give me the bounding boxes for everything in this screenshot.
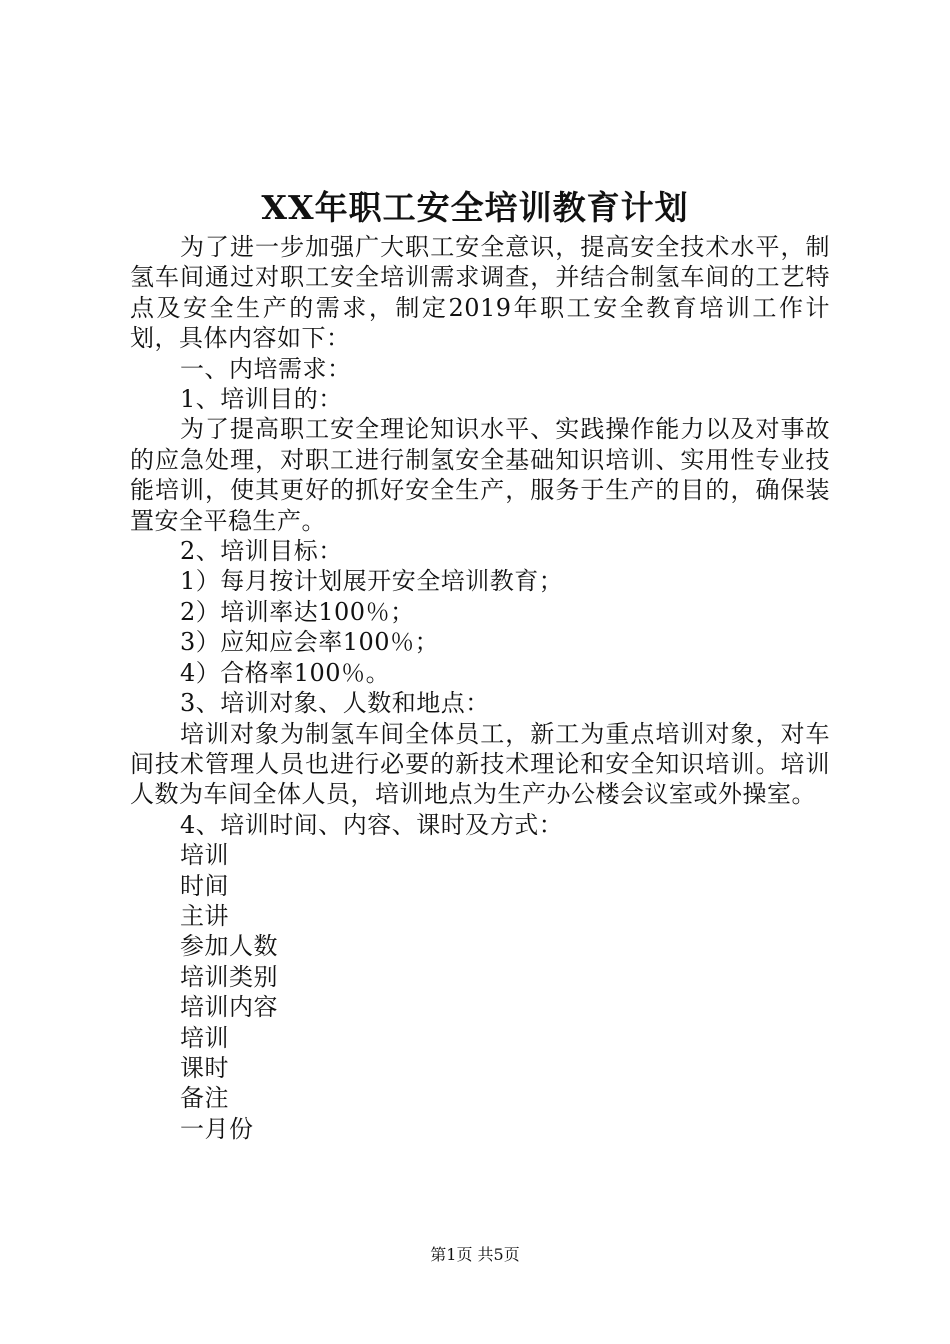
page-number: 第1页 共5页: [430, 1245, 520, 1264]
table-cell: 培训: [180, 841, 229, 870]
section-heading: 一、内培需求：: [180, 354, 352, 383]
table-cell: 时间: [180, 871, 229, 900]
table-cell: 培训内容: [180, 993, 278, 1022]
table-cell: 参加人数: [180, 932, 278, 961]
purpose-heading: 1、培训目的：: [180, 385, 343, 414]
goal-item: 3）应知应会率100％；: [180, 628, 440, 657]
table-cell: 主讲: [180, 901, 229, 930]
goals-heading: 2、培训目标：: [180, 537, 343, 566]
intro-paragraph: 为了进一步加强广大职工安全意识，提高安全技术水平，制氢车间通过对职工安全培训需求调查，并结合制氢车间的工艺特点及安全生产的需求，制定2019年职工安全教育培训工作计划，具体内容如下：: [130, 233, 830, 353]
table-cell: 备注: [180, 1084, 229, 1113]
targets-heading: 3、培训对象、人数和地点：: [180, 689, 490, 718]
table-cell: 课时: [180, 1053, 229, 1082]
goal-item: 4）合格率100％。: [180, 658, 391, 687]
table-cell: 一月份: [180, 1114, 254, 1143]
targets-paragraph: 培训对象为制氢车间全体员工，新工为重点培训对象，对车间技术管理人员也进行必要的新技术理论和安全知识培训。培训人数为车间全体人员，培训地点为生产办公楼会议室或外操室。: [130, 719, 830, 809]
goal-item: 2）培训率达100％；: [180, 597, 415, 626]
table-cell: 培训: [180, 1023, 229, 1052]
document-title: XX年职工安全培训教育计划: [261, 188, 689, 227]
document-body: [130, 232, 830, 1144]
purpose-paragraph: 为了提高职工安全理论知识水平、实践操作能力以及对事故的应急处理，对职工进行制氢安全基础知识培训、实用性专业技能培训，使其更好的抓好安全生产，服务于生产的目的，确保装置安全平稳生产。: [130, 415, 830, 535]
table-cell: 培训类别: [180, 962, 278, 991]
schedule-heading: 4、培训时间、内容、课时及方式：: [180, 810, 564, 839]
goal-item: 1）每月按计划展开安全培训教育；: [180, 567, 564, 596]
